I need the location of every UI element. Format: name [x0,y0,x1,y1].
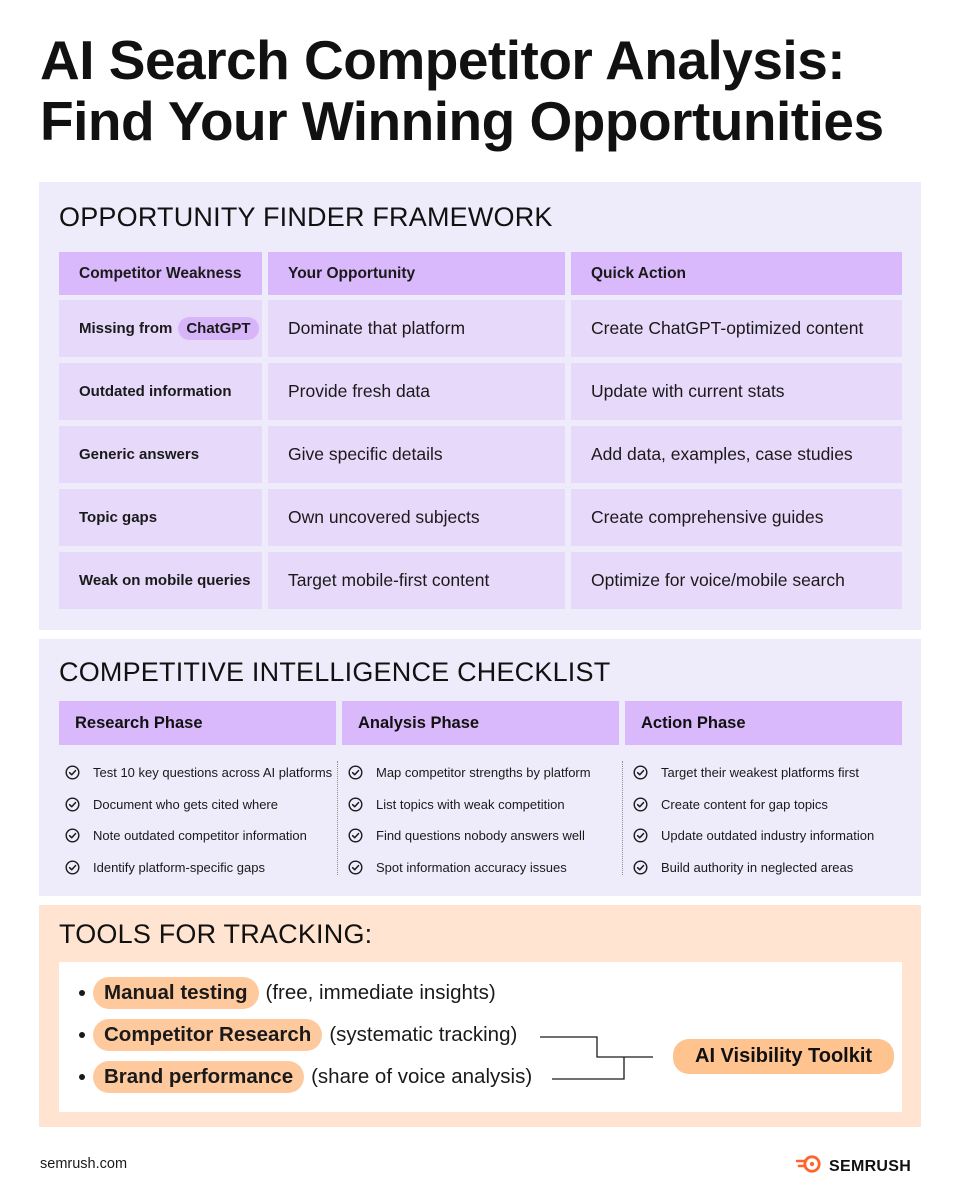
check-circle-icon [65,857,85,877]
checklist-item [633,789,874,821]
tool-name-pill: Brand performance [93,1061,304,1093]
checklist-item-text: Find questions nobody answers well [376,828,585,844]
semrush-logo [796,1154,911,1179]
checklist-item [633,820,874,852]
checklist-item-text: Identify platform-specific gaps [93,859,265,875]
weakness-cell [59,300,262,357]
checklist-item-text: List topics with weak competition [376,796,565,812]
tools-panel [39,905,921,1127]
framework-heading: OPPORTUNITY FINDER FRAMEWORK [59,202,553,232]
check-circle-icon [633,794,653,814]
check-circle-icon [65,794,85,814]
checklist-item [65,757,332,789]
tools-heading: TOOLS FOR TRACKING: [59,919,373,949]
research-phase-header: Research Phase [59,701,336,745]
checklist-item [633,757,874,789]
checklist-item [348,757,591,789]
checklist-heading: COMPETITIVE INTELLIGENCE CHECKLIST [59,657,611,687]
opportunity-cell: Dominate that platform [268,300,565,357]
footer-url: semrush.com [40,1156,128,1172]
analysis-phase-header: Analysis Phase [342,701,619,745]
opportunity-cell: Provide fresh data [268,363,565,420]
title-line-1: AI Search Competitor Analysis: [40,29,846,91]
action-cell: Update with current stats [571,363,902,420]
action-cell: Add data, examples, case studies [571,426,902,483]
checklist-item [633,852,874,884]
weakness-text: Missing from [79,320,173,337]
check-circle-icon [65,826,85,846]
check-circle-icon [633,857,653,877]
checklist-item-text: Note outdated competitor information [93,828,307,844]
column-divider [622,761,623,875]
weakness-cell: Outdated information [59,363,262,420]
tool-note: (share of voice analysis) [311,1065,533,1088]
check-circle-icon [348,826,368,846]
weakness-cell: Topic gaps [59,489,262,546]
page-title [40,30,930,152]
checklist-item [65,852,332,884]
checklist-panel [39,639,921,896]
check-circle-icon [348,763,368,783]
research-checklist [65,757,332,883]
checklist-item-text: Create content for gap topics [661,796,828,812]
opportunity-cell: Target mobile-first content [268,552,565,609]
checklist-item [65,789,332,821]
checklist-item-text: Target their weakest platforms first [661,765,859,781]
action-cell: Optimize for voice/mobile search [571,552,902,609]
check-circle-icon [633,763,653,783]
tool-note: (free, immediate insights) [265,981,496,1004]
ai-visibility-toolkit-pill: AI Visibility Toolkit [673,1039,894,1074]
checklist-item-text: Map competitor strengths by platform [376,765,591,781]
opportunity-framework-panel [39,182,921,630]
semrush-wordmark: SEMRUSH [829,1157,912,1175]
action-cell: Create ChatGPT-optimized content [571,300,902,357]
check-circle-icon [633,826,653,846]
analysis-checklist [348,757,591,883]
action-cell: Create comprehensive guides [571,489,902,546]
semrush-fire-icon [796,1154,824,1179]
checklist-item-text: Build authority in neglected areas [661,859,854,875]
check-circle-icon [348,857,368,877]
checklist-item [348,852,591,884]
bracket-connector [59,962,902,1112]
column-header-action: Quick Action [571,252,902,295]
check-circle-icon [348,794,368,814]
checklist-item [65,820,332,852]
checklist-item [348,789,591,821]
checklist-item [348,820,591,852]
opportunity-cell: Own uncovered subjects [268,489,565,546]
checklist-item-text: Update outdated industry information [661,828,875,844]
checklist-item-text: Document who gets cited where [93,796,278,812]
tool-name-pill: Manual testing [93,977,259,1009]
tool-note: (systematic tracking) [329,1023,518,1046]
chatgpt-tag: ChatGPT [178,317,258,340]
opportunity-cell: Give specific details [268,426,565,483]
weakness-cell: Generic answers [59,426,262,483]
action-checklist [633,757,874,883]
column-header-weakness: Competitor Weakness [59,252,262,295]
check-circle-icon [65,763,85,783]
tools-list-box [59,962,902,1112]
action-phase-header: Action Phase [625,701,902,745]
column-divider [337,761,338,875]
title-line-2: Find Your Winning Opportunities [40,90,884,152]
tool-name-pill: Competitor Research [93,1019,322,1051]
weakness-cell: Weak on mobile queries [59,552,262,609]
column-header-opportunity: Your Opportunity [268,252,565,295]
checklist-item-text: Test 10 key questions across AI platforms [93,765,333,781]
checklist-item-text: Spot information accuracy issues [376,859,567,875]
